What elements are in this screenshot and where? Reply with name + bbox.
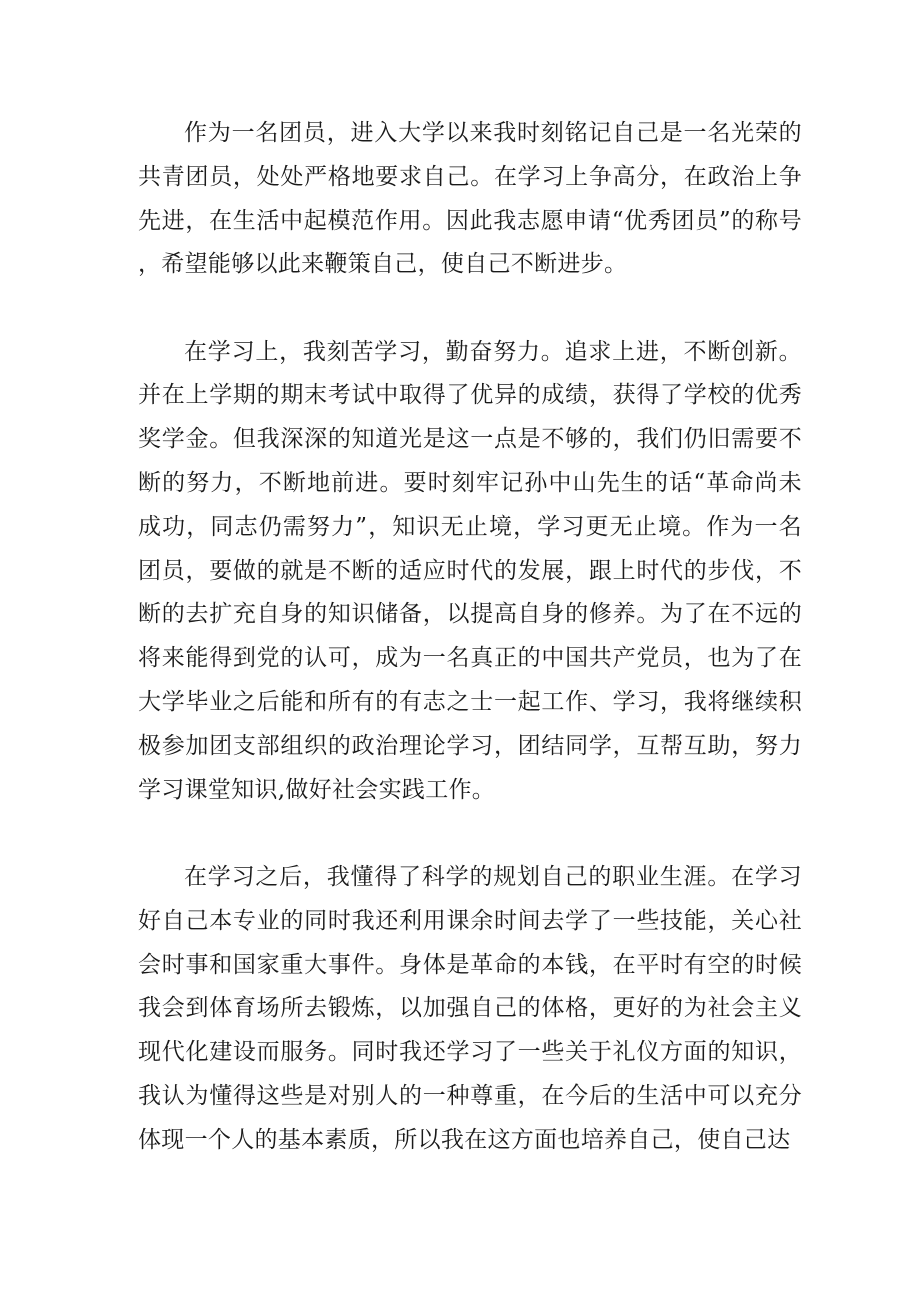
paragraph-1: 作为一名团员，进入大学以来我时刻铭记自己是一名光荣的共青团员，处处严格地要求自己。在学习上争高分，在政治上争先进，在生活中起模范作用。因此我志愿申请“优秀团员”的称号，希望能够以此来鞭策自己，使自己不断进步。 (138, 120, 802, 278)
paragraph-3: 在学习之后，我懂得了科学的规划自己的职业生涯。在学习好自己本专业的同时我还利用课余时间去学了一些技能，关心社会时事和国家重大事件。身体是革命的本钱，在平时有空的时候我会到体育场所去锻炼，以加强自己的体格，更好的为社会主义现代化建设而服务。同时我还学习了一些关于礼仪方面的知识，我认为懂得这些是对别人的一种尊重，在今后的生活中可以充分体现一个人的基本素质，所以我在这方面也培养自己，使自己达 (138, 863, 802, 1153)
document-body (138, 112, 802, 1163)
paragraph-2: 在学习上，我刻苦学习，勤奋努力。追求上进，不断创新。并在上学期的期末考试中取得了优异的成绩，获得了学校的优秀奖学金。但我深深的知道光是这一点是不够的，我们仍旧需要不断的努力，不断地前进。要时刻牢记孙中山先生的话“革命尚未成功，同志仍需努力”，知识无止境，学习更无止境。作为一名团员，要做的就是不断的适应时代的发展，跟上时代的步伐，不断的去扩充自身的知识储备，以提高自身的修养。为了在不远的将来能得到党的认可，成为一名真正的中国共产党员，也为了在大学毕业之后能和所有的有志之士一起工作、学习，我将继续积极参加团支部组织的政治理论学习，团结同学，互帮互助，努力学习课堂知识,做好社会实践工作。 (138, 338, 802, 803)
